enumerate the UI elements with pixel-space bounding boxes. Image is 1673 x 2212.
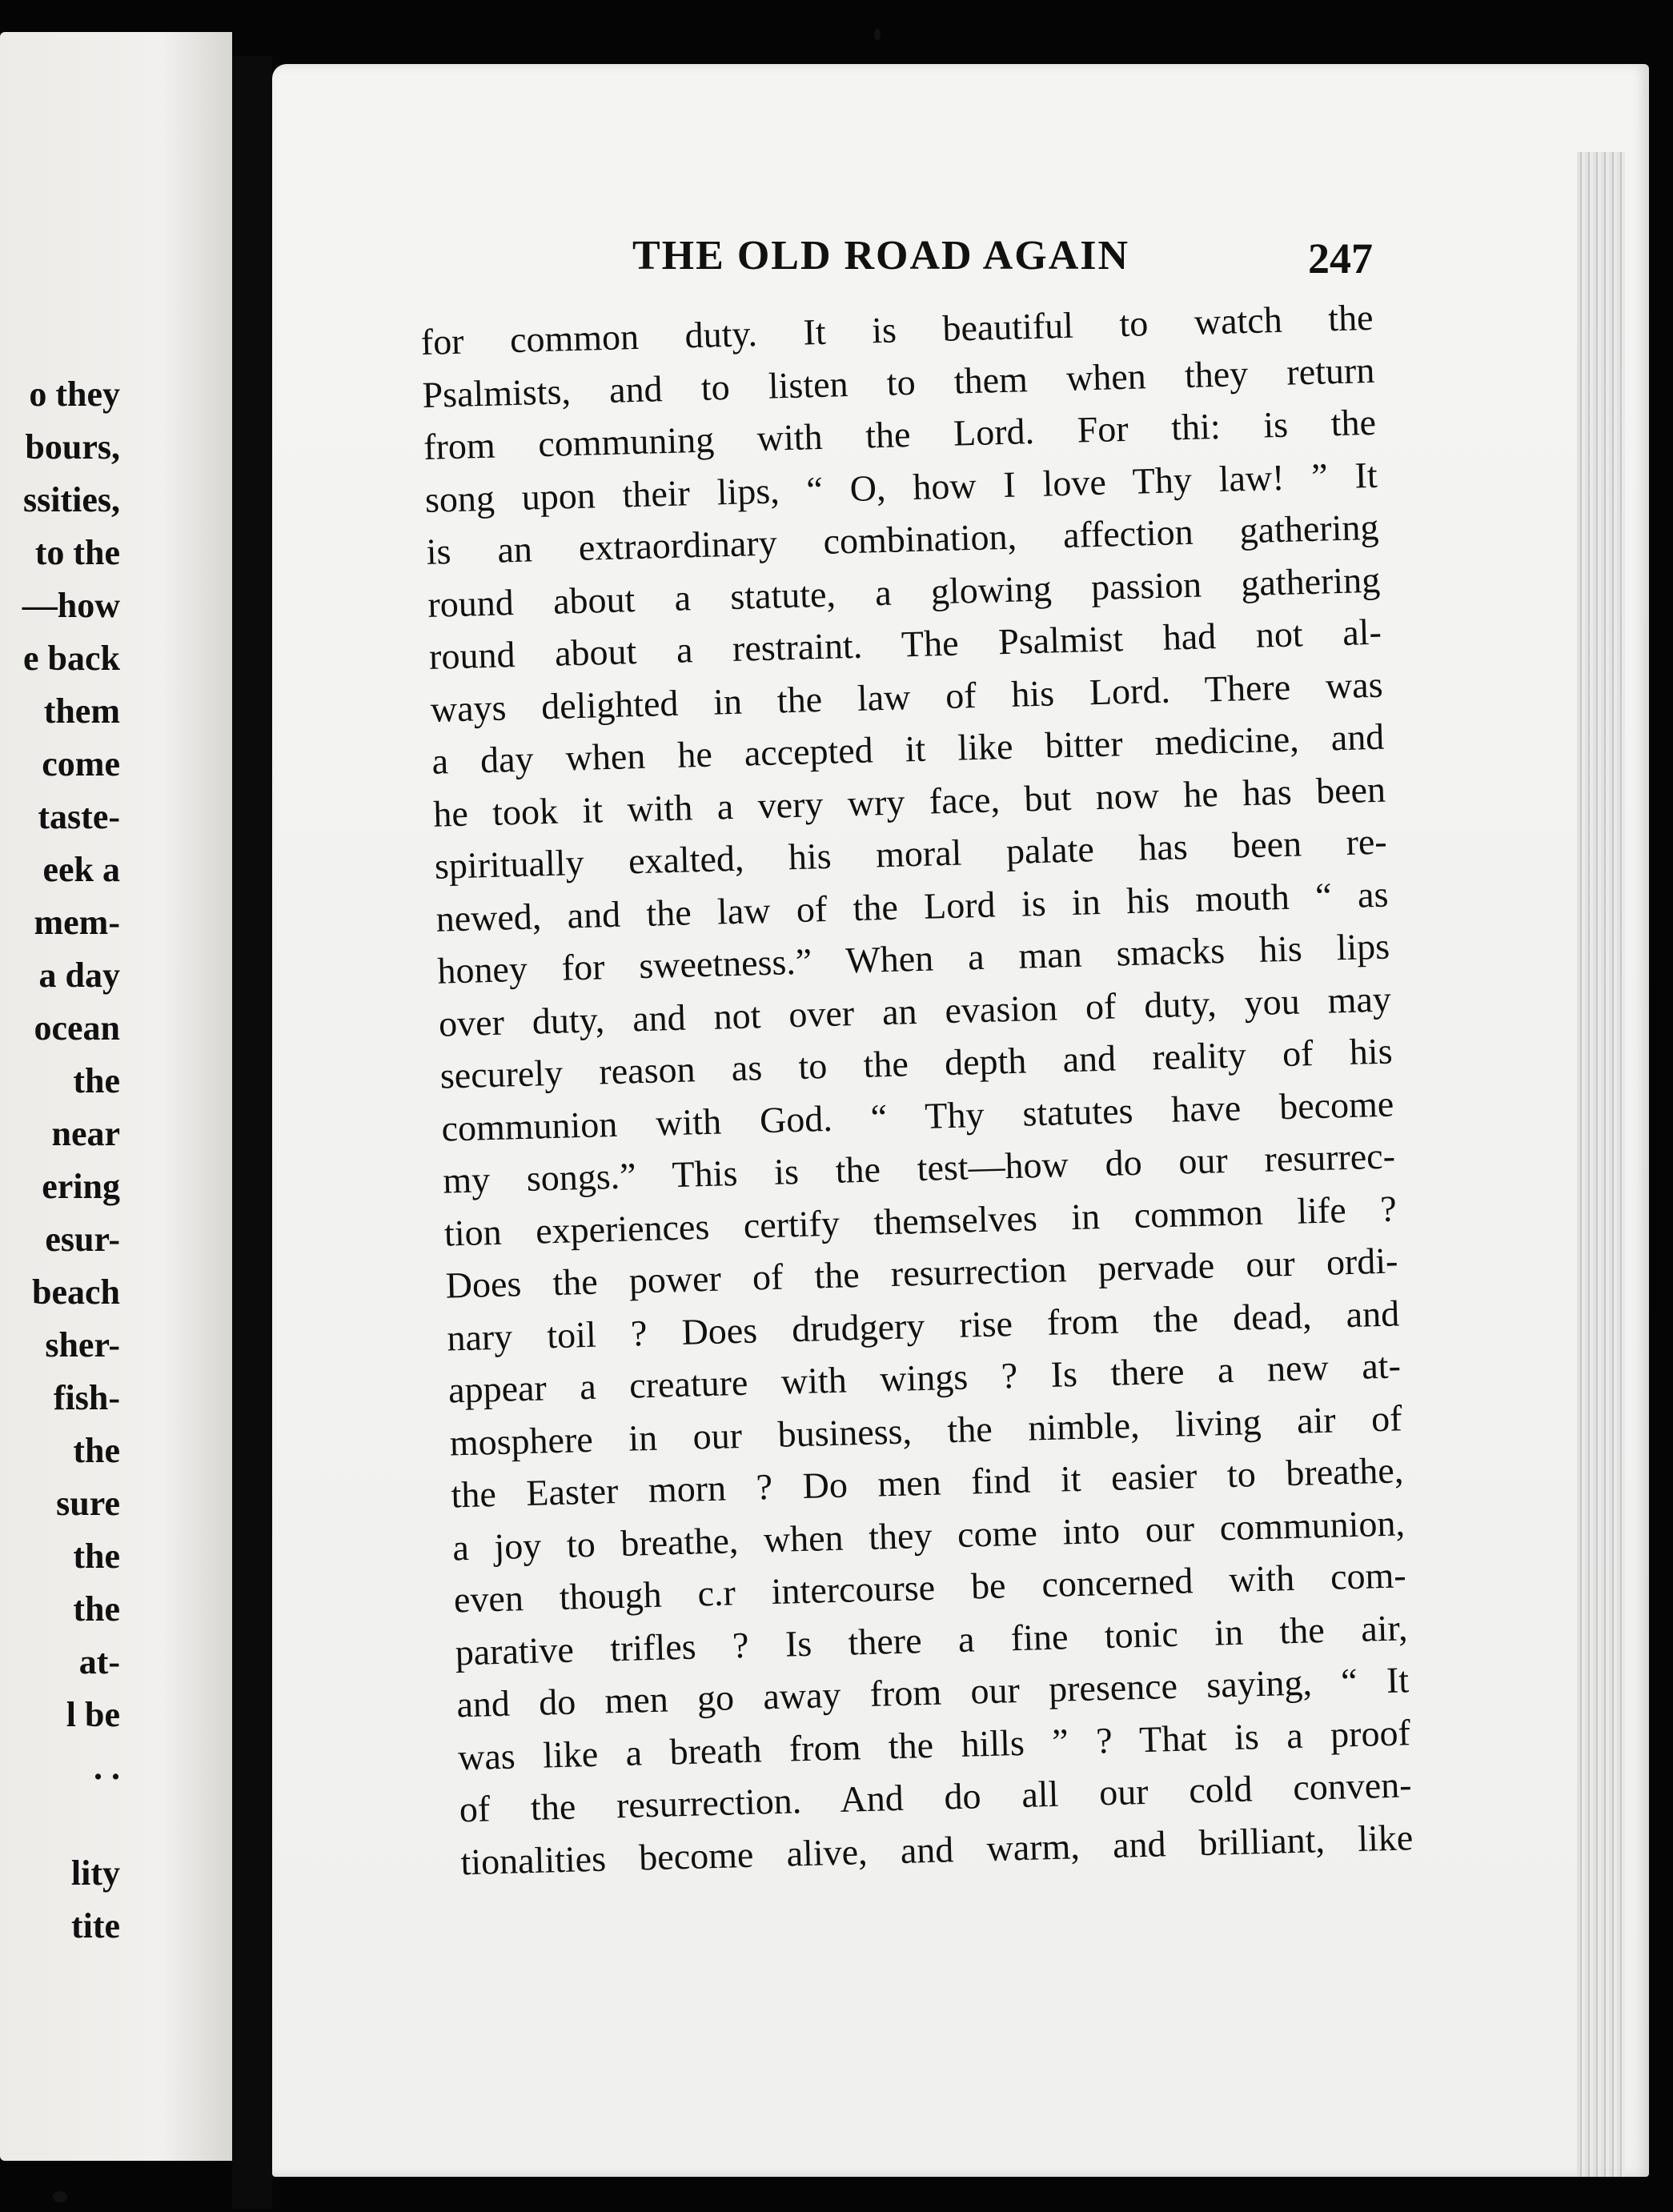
body-line: the Easter morn ? Do men find it easier to breathe,	[450, 1449, 1404, 1516]
left-page-line: esur-	[45, 1220, 120, 1259]
body-text	[420, 291, 1414, 1888]
body-line: ways delighted in the law of his Lord. There was	[430, 663, 1384, 730]
left-page-line: e back	[23, 639, 120, 678]
left-page-line: the	[73, 1431, 120, 1470]
speck	[53, 2191, 67, 2202]
page-number: 247	[1308, 234, 1373, 283]
left-page-line: eek a	[42, 850, 120, 889]
left-page-line: sure	[56, 1484, 120, 1523]
left-page-line: come	[42, 744, 120, 783]
left-page-line: a day	[38, 956, 120, 995]
body-line: is an extraordinary combination, affection gathering	[426, 506, 1379, 572]
body-line: spiritually exalted, his moral palate has been re-	[434, 820, 1388, 887]
body-line: honey for sweetness.” When a man smacks his lips	[436, 925, 1390, 992]
left-page-line: to the	[34, 533, 120, 572]
body-line: over duty, and not over an evasion of duty, you may	[438, 978, 1392, 1044]
body-line: and do men go away from our presence saying, “ It	[455, 1659, 1410, 1725]
page-edge-shadow	[1577, 152, 1625, 2177]
left-page-line	[0, 1794, 120, 1847]
left-page-line: lity	[70, 1853, 120, 1893]
body-line: Psalmists, and to listen to them when they return	[421, 349, 1375, 415]
body-line: nary toil ? Does drudgery rise from the dead, and	[446, 1292, 1400, 1359]
body-line: he took it with a very wry face, but now he has been	[432, 768, 1386, 835]
body-line: my songs.” This is the test—how do our resurrec-	[442, 1135, 1396, 1201]
left-page-line: ssities,	[23, 480, 120, 519]
body-line: from communing with the Lord. For thi: is the	[423, 401, 1377, 467]
left-page-line: . .	[94, 1748, 120, 1787]
left-page-line: mem-	[34, 903, 120, 942]
speck	[874, 29, 881, 40]
body-line: was like a breath from the hills ” ? That is a proof	[457, 1711, 1411, 1777]
left-page-text-column	[0, 368, 120, 1953]
left-page-line: ocean	[34, 1008, 120, 1048]
left-page-line: the	[73, 1061, 120, 1100]
body-line: securely reason as to the depth and reality of his	[439, 1030, 1394, 1096]
body-line: song upon their lips, “ O, how I love Thy law! ” It	[424, 454, 1378, 520]
body-line: a day when he accepted it like bitter medicine, and	[431, 715, 1385, 782]
left-page-line: the	[73, 1589, 120, 1629]
left-page-line: tite	[70, 1906, 120, 1946]
left-page-line: fish-	[53, 1378, 120, 1417]
left-page-line: sher-	[45, 1325, 120, 1364]
left-page	[0, 32, 232, 2161]
body-line: communion with God. “ Thy statutes have become	[440, 1083, 1394, 1149]
body-line: newed, and the law of the Lord is in his mouth “ as	[435, 873, 1389, 940]
left-page-line: bours,	[25, 427, 120, 467]
left-page-line: the	[73, 1537, 120, 1576]
body-line: of the resurrection. And do all our cold conven-	[459, 1764, 1413, 1830]
body-line: tion experiences certify themselves in common life ?	[443, 1187, 1398, 1254]
body-line: round about a statute, a glowing passion gathering	[427, 559, 1381, 625]
body-line: even though c.r intercourse be concerned with com-	[453, 1554, 1407, 1621]
book-spine-gutter	[232, 56, 272, 2209]
body-line: round about a restraint. The Psalmist had not al-	[428, 611, 1382, 677]
left-page-line: at-	[78, 1642, 120, 1681]
body-line: Does the power of the resurrection pervade our ordi-	[445, 1240, 1398, 1306]
left-page-line: —how	[22, 586, 120, 625]
body-line: parative trifles ? Is there a fine tonic in the air,	[455, 1606, 1408, 1673]
left-page-line: o they	[29, 375, 120, 414]
left-page-line: them	[43, 691, 120, 731]
left-page-line: beach	[32, 1272, 120, 1312]
left-page-line: ering	[42, 1167, 120, 1206]
left-page-line: taste-	[38, 797, 120, 836]
left-page-line: near	[51, 1114, 120, 1153]
running-head: THE OLD ROAD AGAIN	[632, 233, 1130, 279]
body-line: tionalities become alive, and warm, and brilliant, like	[459, 1816, 1414, 1882]
body-line: a joy to breathe, when they come into our communion,	[451, 1501, 1406, 1568]
body-line: mosphere in our business, the nimble, living air of	[449, 1397, 1403, 1464]
body-line: appear a creature with wings ? Is there a new at-	[447, 1344, 1402, 1411]
body-line: for common duty. It is beautiful to watch the	[420, 296, 1374, 363]
left-page-line: l be	[66, 1695, 120, 1734]
